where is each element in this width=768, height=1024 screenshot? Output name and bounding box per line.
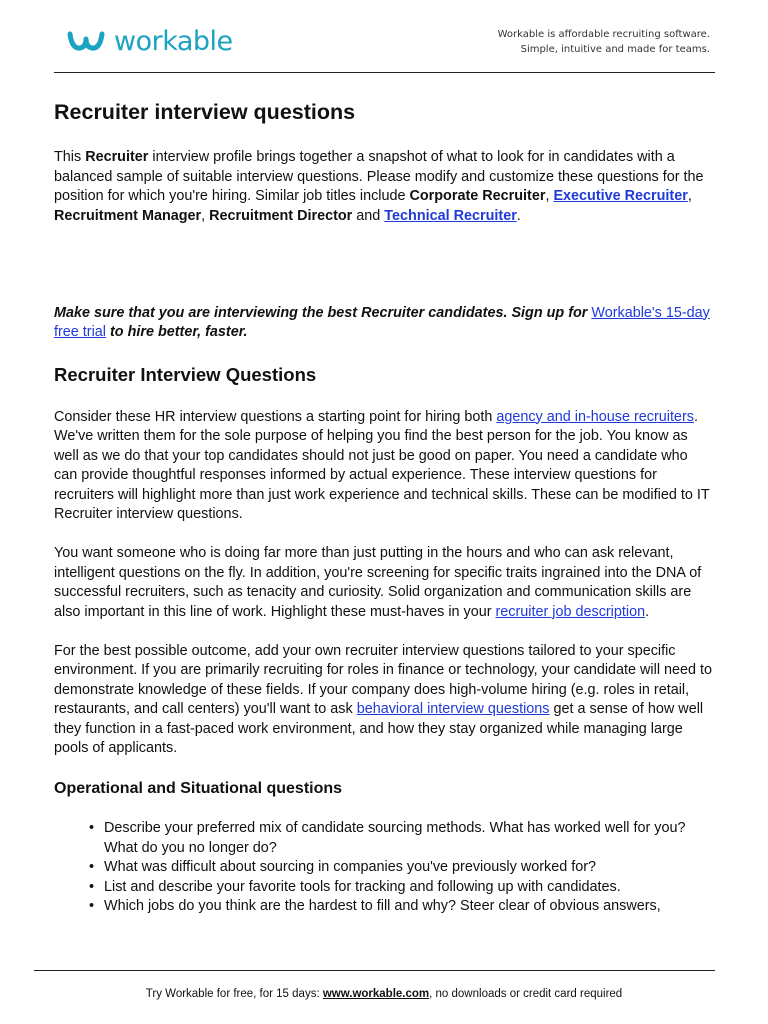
footer-website-link[interactable]: www.workable.com bbox=[322, 988, 430, 1000]
free-trial-link[interactable]: Workable's 15-day free trial bbox=[54, 304, 710, 340]
intro-bold-recruiter: Recruiter bbox=[85, 149, 149, 165]
intro-text: and bbox=[352, 207, 385, 224]
behavioral-questions-link[interactable]: behavioral interview questions bbox=[356, 701, 550, 717]
intro-text: This bbox=[54, 149, 86, 165]
intro-text: , bbox=[201, 207, 210, 224]
cta-text: Make sure that you are interviewing the best Recruiter candidates. Sign up for bbox=[54, 304, 592, 321]
paragraph-text: . We've written them for the sole purpose of helping you find the best person for the job. You know as well as we do that your top candidates should not just be good on paper. You need a candidate who can provide thoughtful responses informed by actual experience. These interview questions for recruiters will highlight more than just work experience and technical skills. These can be modified to IT Recruiter interview questions. bbox=[54, 408, 710, 522]
paragraph-text: You want someone who is doing far more than just putting in the hours and who can ask relevant, intelligent questions on the fly. In addition, you're screening for specific traits ingrained into the DNA of successful recruiters, such as tenacity and curiosity. Solid organization and communication skills are also important in this line of work. Highlight these must-haves in your bbox=[54, 545, 702, 620]
subsection-title: Operational and Situational questions bbox=[54, 780, 343, 797]
list-item: • Which jobs do you think are the hardest to fill and why? Steer clear of obvious answers, bbox=[104, 897, 714, 917]
page-footer bbox=[0, 988, 768, 1000]
spacer bbox=[54, 246, 714, 304]
paragraph-text: Consider these HR interview questions a starting point for hiring both bbox=[54, 408, 497, 425]
logo-text: workable bbox=[114, 26, 233, 57]
footer-text: Try Workable for free, for 15 days: bbox=[145, 988, 323, 1000]
tagline-brand: Workable bbox=[497, 29, 545, 40]
paragraph-1 bbox=[54, 408, 714, 525]
tagline-line2: Simple, intuitive and made for teams. bbox=[520, 44, 710, 55]
tagline-line1: is affordable recruiting software. bbox=[544, 29, 710, 40]
intro-bold-recruitment-director: Recruitment Director bbox=[209, 207, 353, 224]
job-description-link[interactable]: recruiter job description bbox=[495, 603, 646, 620]
intro-text: . bbox=[516, 207, 521, 224]
footer-text: , no downloads or credit card required bbox=[429, 988, 623, 1000]
technical-recruiter-link[interactable]: Technical Recruiter bbox=[384, 207, 517, 224]
header-tagline bbox=[498, 27, 710, 57]
workable-logo[interactable] bbox=[66, 28, 233, 55]
intro-text: , bbox=[687, 188, 692, 204]
intro-paragraph bbox=[54, 148, 714, 226]
header-divider bbox=[54, 72, 715, 73]
list-item: • What was difficult about sourcing in companies you've previously worked for? bbox=[104, 858, 714, 878]
list-item: • List and describe your favorite tools for tracking and following up with candidates. bbox=[104, 878, 714, 898]
paragraph-text: get a sense of how well they function in a fast-paced work environment, and how they stay organized while managing large pools of applicants. bbox=[54, 701, 704, 756]
workable-logo-icon bbox=[66, 29, 106, 55]
page-title: Recruiter interview questions bbox=[54, 100, 356, 124]
agency-recruiters-link[interactable]: agency and in-house recruiters bbox=[496, 408, 694, 425]
cta-text: to hire better, faster. bbox=[105, 324, 248, 340]
intro-bold-corporate-recruiter: Corporate Recruiter bbox=[409, 188, 546, 204]
cta-paragraph bbox=[54, 304, 714, 343]
list-item: • Describe your preferred mix of candidate sourcing methods. What has worked well for you? What do you no longer do? bbox=[104, 819, 714, 858]
paragraph-3 bbox=[54, 642, 714, 759]
article-body bbox=[54, 98, 714, 917]
paragraph-text: . bbox=[645, 603, 650, 620]
page-header bbox=[0, 0, 768, 72]
intro-bold-recruitment-manager: Recruitment Manager bbox=[54, 207, 202, 224]
footer-divider bbox=[34, 970, 715, 971]
executive-recruiter-link[interactable]: Executive Recruiter bbox=[553, 188, 688, 204]
intro-text: interview profile brings together a snapshot of what to look for in candidates with a balanced sample of suitable interview questions. Please modify and customize these questions for the position for which you're hiring. Similar job titles include bbox=[54, 149, 704, 204]
paragraph-2 bbox=[54, 544, 714, 622]
intro-text: , bbox=[545, 188, 554, 204]
section-title: Recruiter Interview Questions bbox=[54, 363, 317, 385]
question-list bbox=[54, 819, 714, 917]
paragraph-text: For the best possible outcome, add your own recruiter interview questions tailored to your specific environment. If you are primarily recruiting for roles in finance or technology, your candidate will need to demonstrate knowledge of these fields. If your company does high-volume hiring (e.g. roles in retail, restaurants, and call centers) you'll want to ask bbox=[54, 642, 713, 717]
